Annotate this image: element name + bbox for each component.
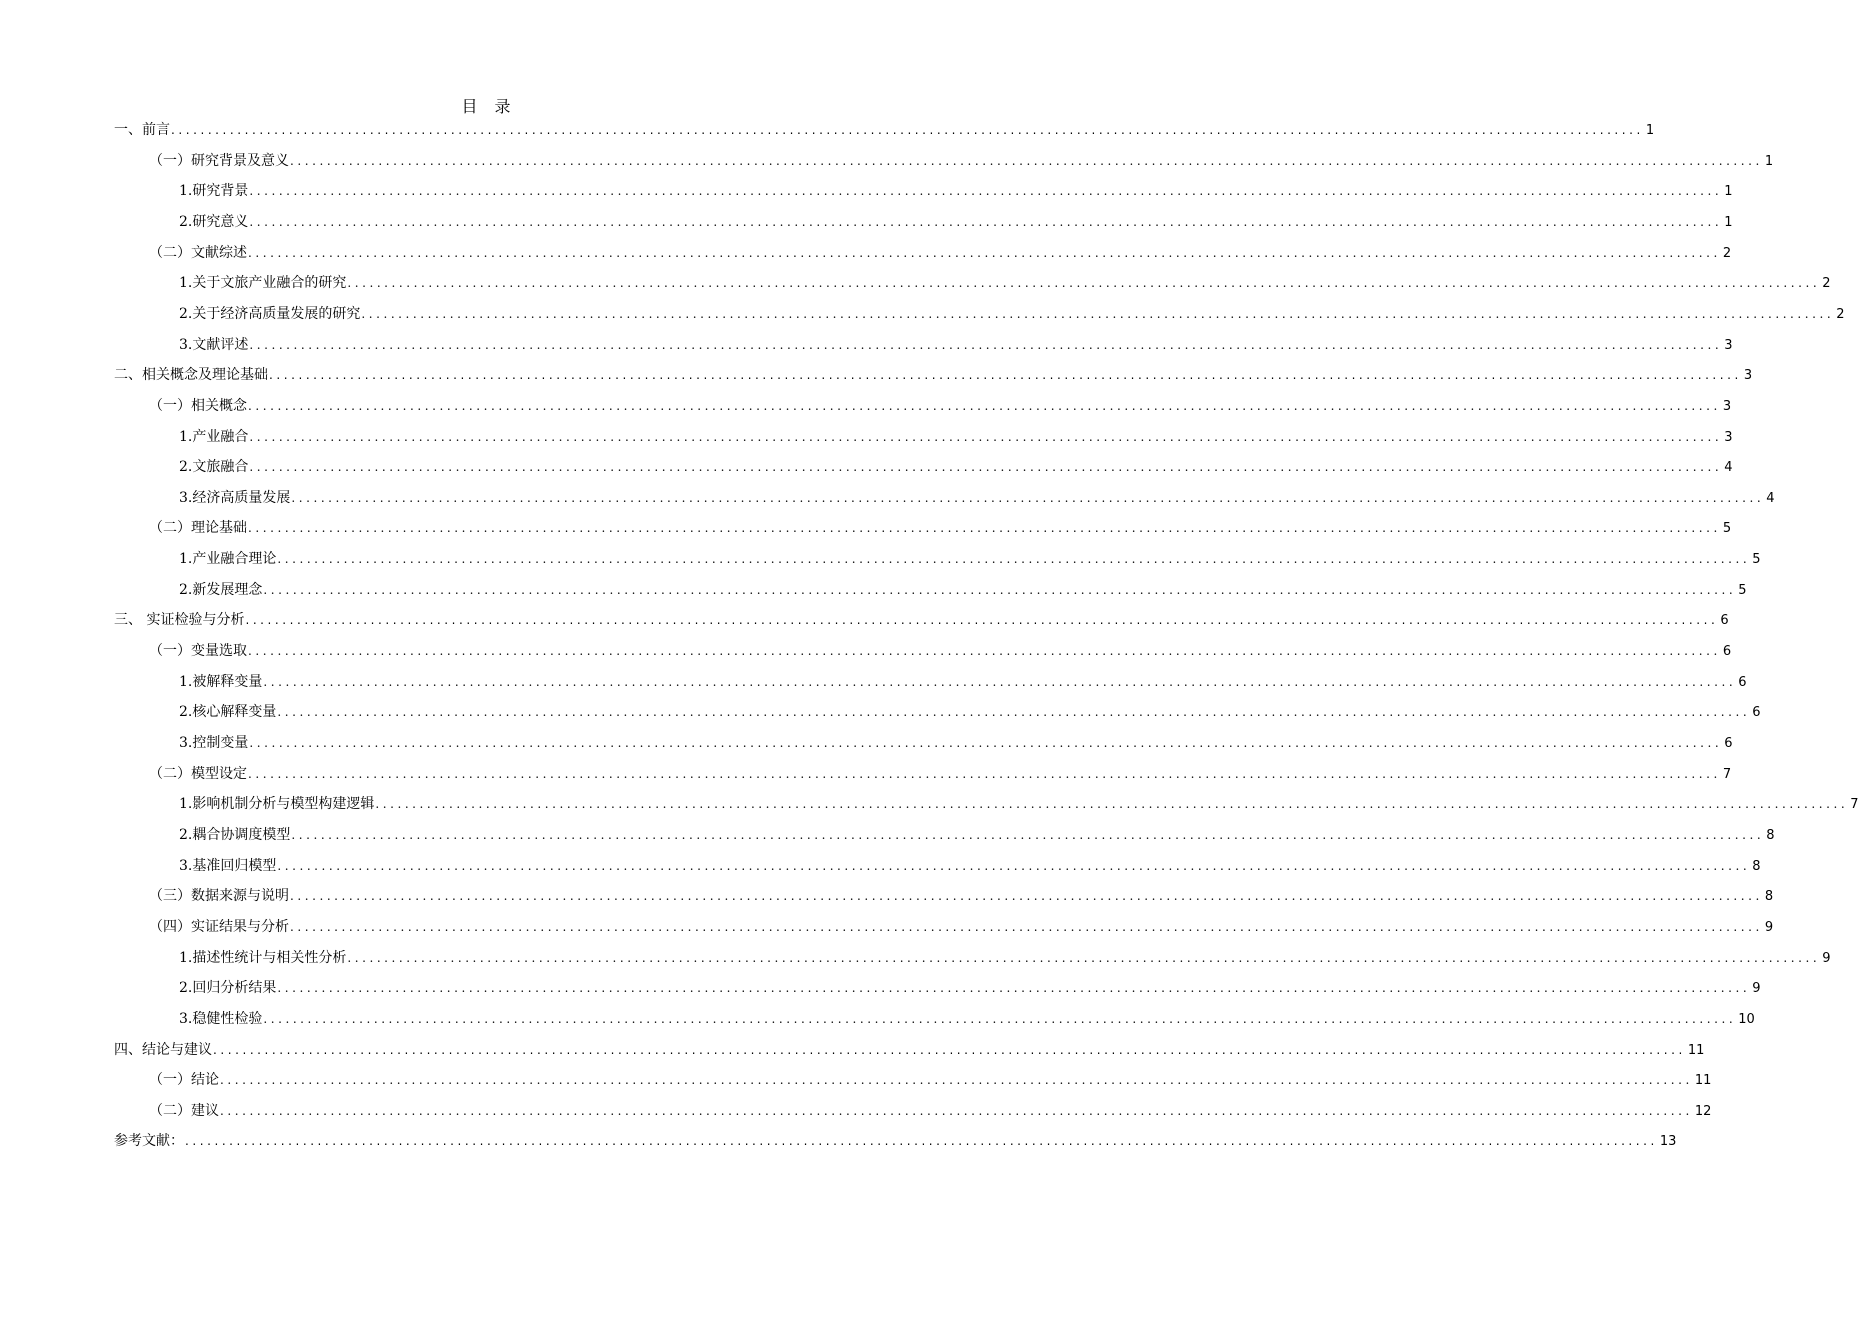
toc-entry-level-2[interactable]	[149, 885, 1774, 907]
toc-entry-page-number: 1	[1764, 153, 1774, 169]
toc-entry-label: 1.被解释变量	[179, 673, 263, 690]
toc-dot-leader: ........................................................................................................................................................................................................	[248, 521, 1721, 536]
toc-entry-page-number: 6	[1738, 674, 1747, 690]
toc-entry-level-3[interactable]	[179, 855, 1761, 877]
toc-entry-label: 2.文旅融合	[179, 459, 249, 476]
toc-entry-level-3[interactable]	[179, 426, 1733, 448]
toc-entry-label: 三、 实证检验与分析	[114, 612, 245, 629]
toc-entry-label: （二）建议	[149, 1102, 219, 1119]
toc-dot-leader: ........................................................................................................................................................................................................	[220, 1103, 1693, 1118]
toc-entry-page-number: 2	[1722, 245, 1732, 261]
toc-entry-label: 1.研究背景	[179, 183, 249, 200]
toc-entry-level-3[interactable]	[179, 548, 1761, 570]
toc-entry-level-3[interactable]	[179, 947, 1831, 969]
toc-entry-label: （二）模型设定	[149, 765, 247, 782]
toc-dot-leader: ........................................................................................................................................................................................................	[269, 368, 1742, 383]
toc-entry-level-3[interactable]	[179, 272, 1831, 294]
toc-entry-label: 四、结论与建议	[114, 1041, 212, 1058]
toc-dot-leader: ........................................................................................................................................................................................................	[291, 490, 1765, 505]
toc-entry-page-number: 2	[1822, 276, 1831, 292]
toc-title: 目 录	[461, 97, 517, 116]
toc-entry-page-number: 4	[1766, 490, 1775, 506]
toc-entry-page-number: 7	[1722, 766, 1732, 782]
toc-entry-page-number: 3	[1722, 398, 1732, 414]
toc-dot-leader: ........................................................................................................................................................................................................	[249, 460, 1723, 475]
toc-dot-leader: ........................................................................................................................................................................................................	[220, 1073, 1693, 1088]
toc-entry-level-2[interactable]	[149, 916, 1774, 938]
toc-entry-level-2[interactable]	[149, 763, 1732, 785]
toc-entry-page-number: 3	[1724, 429, 1733, 445]
toc-entry-label: 2.关于经济高质量发展的研究	[179, 305, 361, 322]
toc-entry-label: 2.新发展理念	[179, 581, 263, 598]
toc-entry-level-1[interactable]	[114, 609, 1729, 631]
toc-entry-page-number: 11	[1694, 1073, 1712, 1089]
toc-dot-leader: ........................................................................................................................................................................................................	[249, 337, 1723, 352]
toc-entry-page-number: 1	[1724, 184, 1733, 200]
toc-entry-label: （一）变量选取	[149, 643, 247, 660]
toc-entry-page-number: 1	[1724, 214, 1733, 230]
toc-entry-label: 1.描述性统计与相关性分析	[179, 949, 347, 966]
toc-entry-level-3[interactable]	[179, 456, 1733, 478]
toc-entry-page-number: 3	[1743, 368, 1753, 384]
toc-dot-leader: ........................................................................................................................................................................................................	[277, 705, 1751, 720]
toc-entry-level-3[interactable]	[179, 824, 1775, 846]
toc-dot-leader: ........................................................................................................................................................................................................	[277, 552, 1751, 567]
toc-entry-level-2[interactable]	[149, 150, 1774, 172]
toc-dot-leader: ........................................................................................................................................................................................................	[290, 889, 1763, 904]
toc-entry-label: 1.关于文旅产业融合的研究	[179, 275, 347, 292]
toc-entry-level-3[interactable]	[179, 671, 1747, 693]
toc-entry-level-3[interactable]	[179, 487, 1775, 509]
toc-entry-label: 3.控制变量	[179, 735, 249, 751]
toc-entry-page-number: 5	[1738, 582, 1747, 598]
toc-dot-leader: ........................................................................................................................................................................................................	[248, 398, 1721, 413]
toc-entry-label: 3.文献评述	[179, 336, 249, 353]
toc-entry-page-number: 1	[1645, 123, 1655, 138]
toc-entry-label: 2.回归分析结果	[179, 980, 277, 997]
toc-dot-leader: ........................................................................................................................................................................................................	[263, 1011, 1737, 1026]
toc-dot-leader: ........................................................................................................................................................................................................	[249, 736, 1723, 750]
toc-entry-label: 参考文献：	[114, 1133, 184, 1150]
toc-entry-label: 1.产业融合	[179, 428, 249, 445]
toc-entry-page-number: 9	[1752, 981, 1761, 997]
toc-entry-level-3[interactable]	[179, 303, 1845, 325]
toc-dot-leader: ........................................................................................................................................................................................................	[171, 123, 1644, 137]
toc-dot-leader: ........................................................................................................................................................................................................	[290, 919, 1763, 934]
toc-entry-level-2[interactable]	[149, 640, 1732, 662]
toc-entry-page-number: 9	[1822, 950, 1831, 966]
toc-entry-level-3[interactable]	[179, 579, 1747, 601]
toc-entry-level-3[interactable]	[179, 1008, 1755, 1030]
toc-entry-level-1[interactable]	[114, 119, 1655, 141]
toc-entry-level-3[interactable]	[179, 732, 1733, 754]
toc-entry-page-number: 6	[1752, 705, 1761, 721]
toc-entry-level-3[interactable]	[179, 701, 1761, 723]
toc-entry-level-3[interactable]	[179, 793, 1859, 815]
toc-entry-page-number: 6	[1722, 644, 1732, 660]
toc-dot-leader: ........................................................................................................................................................................................................	[249, 184, 1723, 199]
toc-dot-leader: ........................................................................................................................................................................................................	[277, 858, 1751, 873]
toc-entry-level-3[interactable]	[179, 334, 1733, 356]
toc-entry-page-number: 10	[1738, 1011, 1755, 1027]
toc-entry-label: 2.核心解释变量	[179, 704, 277, 721]
toc-dot-leader: ........................................................................................................................................................................................................	[361, 306, 1835, 321]
toc-entry-page-number: 6	[1724, 736, 1733, 751]
toc-dot-leader: ........................................................................................................................................................................................................	[263, 582, 1737, 597]
toc-entry-level-3[interactable]	[179, 180, 1733, 202]
toc-dot-leader: ........................................................................................................................................................................................................	[249, 429, 1723, 444]
toc-entry-level-1[interactable]	[114, 364, 1753, 386]
toc-entry-label: （二）理论基础	[149, 520, 247, 537]
toc-entry-page-number: 11	[1687, 1042, 1705, 1058]
toc-dot-leader: ........................................................................................................................................................................................................	[248, 245, 1721, 260]
toc-dot-leader: ........................................................................................................................................................................................................	[263, 674, 1737, 689]
toc-dot-leader: ........................................................................................................................................................................................................	[249, 214, 1723, 229]
toc-dot-leader: ........................................................................................................................................................................................................	[291, 827, 1765, 842]
toc-dot-leader: ........................................................................................................................................................................................................	[290, 153, 1763, 168]
toc-entry-label: （三）数据来源与说明	[149, 888, 289, 905]
toc-entry-page-number: 7	[1850, 797, 1859, 813]
toc-entry-page-number: 5	[1722, 521, 1732, 537]
toc-dot-leader: ........................................................................................................................................................................................................	[347, 276, 1821, 291]
toc-entry-label: 一、前言	[114, 122, 170, 138]
toc-entry-page-number: 8	[1752, 858, 1761, 874]
toc-entry-label: 2.耦合协调度模型	[179, 826, 291, 843]
toc-entry-level-2[interactable]	[149, 242, 1732, 264]
toc-entry-page-number: 6	[1720, 613, 1729, 629]
toc-dot-leader: ........................................................................................................................................................................................................	[245, 613, 1719, 628]
toc-entry-page-number: 5	[1752, 552, 1761, 568]
toc-entry-page-number: 13	[1659, 1134, 1677, 1150]
toc-dot-leader: ........................................................................................................................................................................................................	[248, 644, 1721, 659]
toc-entry-level-1[interactable]	[114, 1039, 1705, 1061]
toc-dot-leader: ........................................................................................................................................................................................................	[347, 950, 1821, 965]
toc-entry-page-number: 12	[1694, 1103, 1712, 1119]
toc-dot-leader: ........................................................................................................................................................................................................	[185, 1134, 1658, 1149]
toc-entry-label: 2.研究意义	[179, 213, 249, 230]
toc-entry-label: 1.影响机制分析与模型构建逻辑	[179, 796, 375, 813]
toc-entry-page-number: 8	[1766, 827, 1775, 843]
toc-entry-level-2[interactable]	[149, 517, 1732, 539]
toc-entry-label: 3.稳健性检验	[179, 1010, 263, 1027]
toc-entry-page-number: 8	[1764, 889, 1774, 905]
toc-dot-leader: ........................................................................................................................................................................................................	[277, 981, 1751, 996]
toc-entry-label: 二、相关概念及理论基础	[114, 367, 268, 384]
toc-entry-level-2[interactable]	[149, 1069, 1712, 1091]
toc-entry-label: 1.产业融合理论	[179, 551, 277, 568]
toc-entry-level-3[interactable]	[179, 977, 1761, 999]
toc-entry-label: （一）研究背景及意义	[149, 152, 289, 169]
toc-dot-leader: ........................................................................................................................................................................................................	[375, 797, 1849, 812]
toc-entry-label: 3.基准回归模型	[179, 857, 277, 874]
toc-entry-page-number: 9	[1764, 919, 1774, 935]
toc-entry-level-3[interactable]	[179, 211, 1733, 233]
toc-dot-leader: ........................................................................................................................................................................................................	[213, 1042, 1686, 1057]
toc-entry-label: （四）实证结果与分析	[149, 918, 289, 935]
toc-entry-page-number: 2	[1836, 306, 1845, 322]
toc-entry-level-1[interactable]	[114, 1130, 1677, 1152]
toc-entry-label: （二）文献综述	[149, 244, 247, 261]
toc-dot-leader: ........................................................................................................................................................................................................	[248, 766, 1721, 781]
toc-entry-label: 3.经济高质量发展	[179, 489, 291, 506]
toc-entry-level-2[interactable]	[149, 1100, 1712, 1122]
toc-entry-page-number: 3	[1724, 337, 1733, 353]
toc-entry-label: （一）相关概念	[149, 397, 247, 414]
toc-entry-page-number: 4	[1724, 460, 1733, 476]
toc-entry-level-2[interactable]	[149, 395, 1732, 417]
toc-entry-label: （一）结论	[149, 1072, 219, 1089]
